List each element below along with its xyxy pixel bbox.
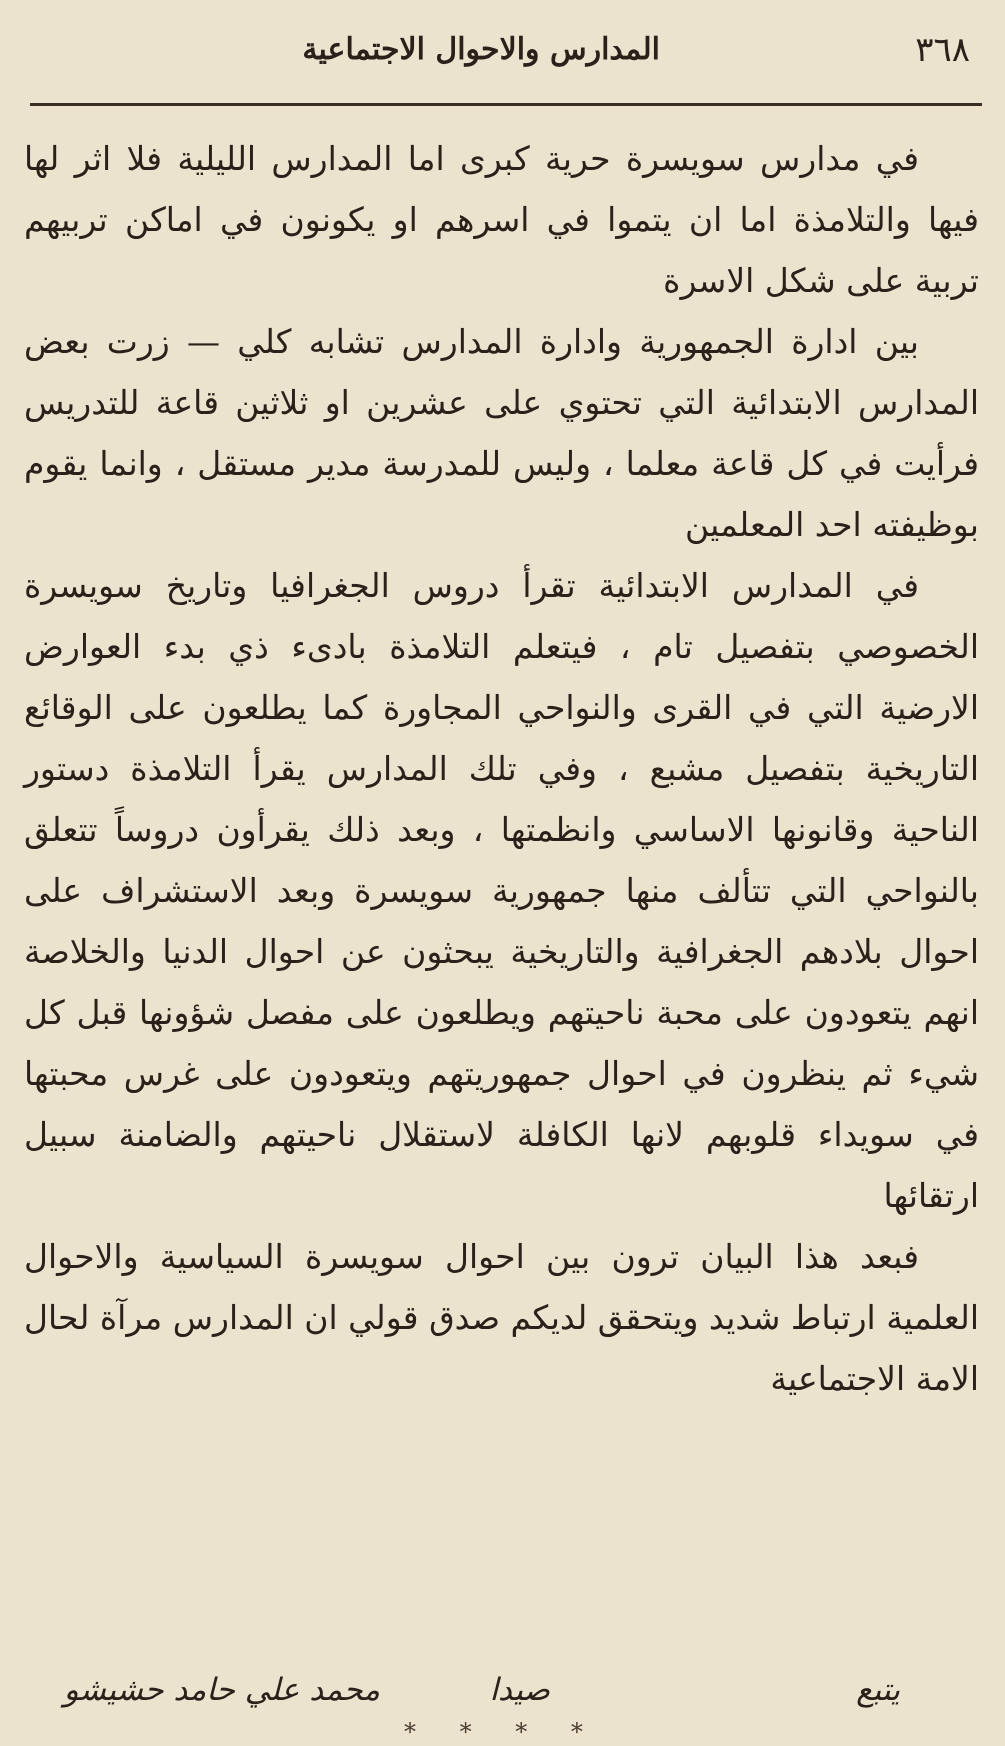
signature-place: صيدا — [489, 1672, 550, 1708]
signature-author: محمد علي حامد حشيشو — [63, 1672, 380, 1708]
continued-marker: يتبع — [856, 1672, 900, 1708]
section-ornament: * * * * — [404, 1718, 601, 1746]
article-body — [24, 128, 979, 1648]
paragraph-3: في المدارس الابتدائية تقرأ دروس الجغرافيا وتاريخ سويسرة الخصوصي بتفصيل تام ، فيتعلم التلامذة بادىء ذي بدء العوارض الارضية التي في القرى والنواحي المجاورة كما يطلعون على الوقائع التاريخية بتفصيل مشبع ، وفي تلك المدارس يقرأ التلامذة دستور الناحية وقانونها الاساسي وانظمتها ، وبعد ذلك يقرأون دروساً تتعلق بالنواحي التي تتألف منها جمهورية سويسرة وبعد الاستشراف على احوال بلادهم الجغرافية والتاريخية يبحثون عن احوال الدنيا والخلاصة انهم يتعودون على محبة ناحيتهم ويطلعون على مفصل شؤونها قبل كل شيء ثم ينظرون في احوال جمهوريتهم ويتعودون على غرس محبتها في سويداء قلوبهم لانها الكافلة لاستقلال ناحيتهم والضامنة سبيل ارتقائها — [24, 566, 979, 1215]
page-header — [30, 18, 980, 88]
header-rule — [30, 103, 982, 106]
paragraph-1: في مدارس سويسرة حرية كبرى اما المدارس الليلية فلا اثر لها فيها والتلامذة اما ان يتموا في اسرهم او يكونون في اماكن تربيهم تربية على شكل الاسرة — [24, 139, 979, 300]
signature-line — [60, 1672, 940, 1722]
running-title: المدارس والاحوال الاجتماعية — [302, 32, 660, 67]
paragraph-4: فبعد هذا البيان ترون بين احوال سويسرة السياسية والاحوال العلمية ارتباط شديد ويتحقق لديكم صدق قولي ان المدارس مرآة لحال الامة الاجتماعية — [24, 1237, 979, 1398]
page-number: ٣٦٨ — [915, 30, 970, 70]
paragraph-2: بين ادارة الجمهورية وادارة المدارس تشابه كلي — زرت بعض المدارس الابتدائية التي تحتوي على عشرين او ثلاثين قاعة للتدريس فرأيت في كل قاعة معلما ، وليس للمدرسة مدير مستقل ، وانما يقوم بوظيفته احد المعلمين — [24, 322, 979, 544]
